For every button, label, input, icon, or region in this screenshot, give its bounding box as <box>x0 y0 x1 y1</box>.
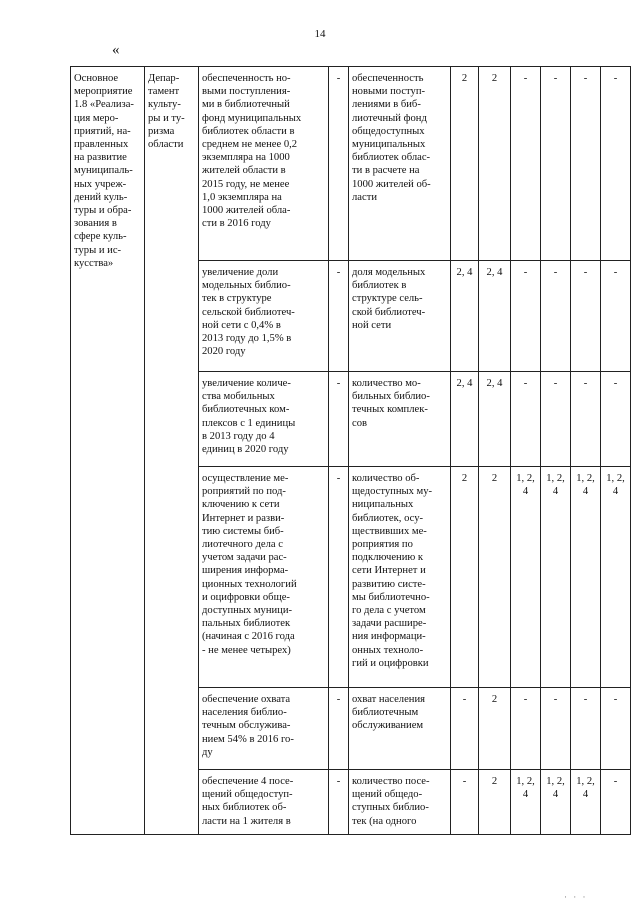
expected-result: увеличение доли модельных библио- тек в структуре сельской библиотеч- ной сети с 0,4% в 2013 году до 1,5% в 2020 году <box>202 267 295 358</box>
footer-mark: · · · <box>564 892 588 902</box>
value-4: - <box>553 267 558 278</box>
value-cell <box>511 467 541 688</box>
value-4: 1, 2, 4 <box>546 473 565 498</box>
value-cell <box>451 372 479 467</box>
result-cell <box>199 688 329 770</box>
value-cell <box>571 67 601 261</box>
value-5: - <box>583 694 588 705</box>
value-cell <box>541 372 571 467</box>
responsible-executor: Депар- тамент культу- ры и ту- ризма области <box>148 73 185 151</box>
value-2: 2, 4 <box>486 267 503 278</box>
value-cell <box>479 372 511 467</box>
value-3: - <box>523 694 528 705</box>
value-6: 1, 2, 4 <box>606 473 625 498</box>
value-cell <box>511 770 541 835</box>
indicator-name: обеспеченность новыми поступ- лениями в биб- лиотечный фонд общедоступных муниципальных библиотек облас- ти в расчете на 1000 жителей об- ласти <box>352 73 431 203</box>
value-cell <box>541 688 571 770</box>
value-1: 2, 4 <box>456 267 473 278</box>
activity-name: Основное мероприятие 1.8 «Реализа- ция меро- приятий, на- правленных на развитие муниципаль- ных учреж- дений куль- туры и обра- зования в сфере куль- туры и ис- кусства» <box>74 73 134 269</box>
value-cell <box>511 372 541 467</box>
value-1: 2, 4 <box>456 378 473 389</box>
value-5: - <box>583 267 588 278</box>
value-cell <box>451 688 479 770</box>
value-6: - <box>613 694 618 705</box>
expected-result: осуществление ме- роприятий по под- ключению к сети Интернет и разви- тию системы биб- лиотечного дела с учетом задачи рас- ширения информа- ционных технологий и оцифровки обще- доступных муници- пальных библиотек (начиная с 2016 года - не менее четырех) <box>202 473 297 656</box>
dash-value: - <box>336 378 341 389</box>
value-cell <box>479 770 511 835</box>
value-cell <box>511 688 541 770</box>
indicator-name: количество посе- щений общедо- ступных библио- тек (на одного <box>352 776 430 827</box>
table-row <box>71 67 631 261</box>
dash-cell <box>329 467 349 688</box>
result-cell <box>199 770 329 835</box>
indicator-cell <box>349 467 451 688</box>
activity-name-cell <box>71 67 145 835</box>
value-cell <box>479 67 511 261</box>
value-2: 2, 4 <box>486 378 503 389</box>
value-3: 1, 2, 4 <box>516 473 535 498</box>
dash-cell <box>329 688 349 770</box>
value-cell <box>601 467 631 688</box>
value-2: 2 <box>491 473 498 484</box>
value-cell <box>571 372 601 467</box>
value-cell <box>601 261 631 372</box>
value-3: 1, 2, 4 <box>516 776 535 801</box>
value-cell <box>451 261 479 372</box>
dash-cell <box>329 770 349 835</box>
value-3: - <box>523 378 528 389</box>
value-2: 2 <box>491 694 498 705</box>
dash-value: - <box>336 776 341 787</box>
expected-result: обеспеченность но- выми поступления- ми в библиотечный фонд муниципальных библиотек области в среднем не менее 0,2 экземпляра на 1000 жителей области в 2015 году, не менее 1,0 экземпляра на 1000 жителей обла- сти в 2016 году <box>202 73 302 230</box>
dash-value: - <box>336 267 341 278</box>
value-1: 2 <box>461 73 468 84</box>
value-5: - <box>583 378 588 389</box>
dash-cell <box>329 372 349 467</box>
value-cell <box>479 688 511 770</box>
value-5: - <box>583 73 588 84</box>
value-cell <box>511 67 541 261</box>
value-cell <box>541 261 571 372</box>
dash-cell <box>329 261 349 372</box>
value-4: - <box>553 73 558 84</box>
value-cell <box>541 770 571 835</box>
indicator-cell <box>349 67 451 261</box>
indicator-cell <box>349 770 451 835</box>
value-2: 2 <box>491 776 498 787</box>
result-cell <box>199 467 329 688</box>
value-3: - <box>523 73 528 84</box>
value-1: - <box>462 776 467 787</box>
value-3: - <box>523 267 528 278</box>
dash-cell <box>329 67 349 261</box>
result-cell <box>199 261 329 372</box>
dash-value: - <box>336 73 341 84</box>
value-cell <box>511 261 541 372</box>
value-4: 1, 2, 4 <box>546 776 565 801</box>
indicator-name: количество об- щедоступных му- ниципальных библиотек, осу- ществивших ме- роприятия по подключению к сети Интернет и развитию систе- мы библиотечно- го дела с учетом задачи расшире- ния информаци- онных техноло- гий и оцифровки <box>352 473 433 669</box>
indicator-cell <box>349 688 451 770</box>
value-cell <box>541 67 571 261</box>
indicator-name: количество мо- бильных библио- течных комплек- сов <box>352 378 430 429</box>
value-cell <box>571 261 601 372</box>
value-4: - <box>553 378 558 389</box>
value-6: - <box>613 378 618 389</box>
value-cell <box>479 261 511 372</box>
page-number: 14 <box>314 28 326 40</box>
value-cell <box>571 770 601 835</box>
value-cell <box>601 67 631 261</box>
result-cell <box>199 372 329 467</box>
value-5: 1, 2, 4 <box>576 473 595 498</box>
indicator-cell <box>349 372 451 467</box>
activities-table <box>70 66 631 835</box>
expected-result: обеспечение 4 посе- щений общедоступ- ных библиотек об- ласти на 1 жителя в <box>202 776 294 827</box>
result-cell <box>199 67 329 261</box>
expected-result: обеспечение охвата населения библио- течным обслужива- нием 54% в 2016 го- ду <box>202 694 294 758</box>
value-1: - <box>462 694 467 705</box>
value-cell <box>571 688 601 770</box>
value-cell <box>479 467 511 688</box>
indicator-name: охват населения библиотечным обслуживанием <box>352 694 426 732</box>
quote-mark: « <box>112 42 120 58</box>
expected-result: увеличение количе- ства мобильных библиотечных ком- плексов с 1 единицы в 2013 году до 4 единиц в 2020 году <box>202 378 296 456</box>
indicator-name: доля модельных библиотек в структуре сель- ской библиотеч- ной сети <box>352 267 426 331</box>
responsible-cell <box>145 67 199 835</box>
value-cell <box>541 467 571 688</box>
value-cell <box>571 467 601 688</box>
indicator-cell <box>349 261 451 372</box>
value-6: - <box>613 776 618 787</box>
value-2: 2 <box>491 73 498 84</box>
value-6: - <box>613 73 618 84</box>
value-6: - <box>613 267 618 278</box>
value-4: - <box>553 694 558 705</box>
value-cell <box>451 67 479 261</box>
value-cell <box>601 372 631 467</box>
value-cell <box>601 688 631 770</box>
value-cell <box>451 467 479 688</box>
value-cell <box>601 770 631 835</box>
value-5: 1, 2, 4 <box>576 776 595 801</box>
dash-value: - <box>336 473 341 484</box>
dash-value: - <box>336 694 341 705</box>
table-body <box>71 67 631 835</box>
value-1: 2 <box>461 473 468 484</box>
value-cell <box>451 770 479 835</box>
